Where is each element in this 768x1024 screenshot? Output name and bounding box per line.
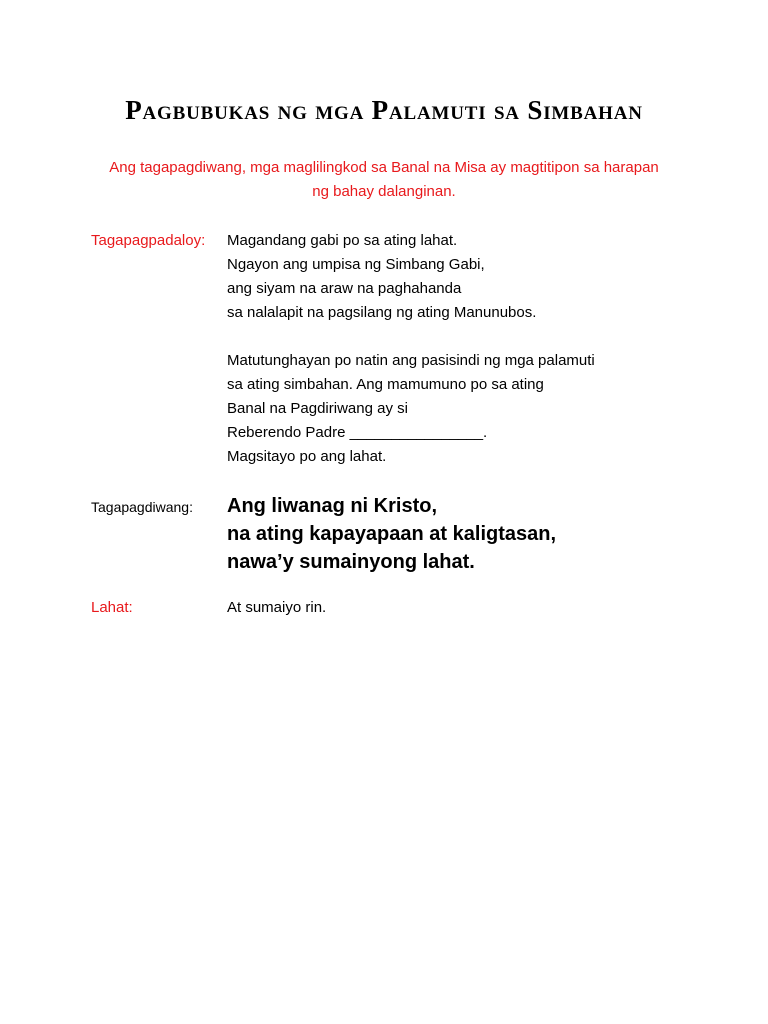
page-title: Pagbubukas ng mga Palamuti sa Simbahan: [125, 95, 643, 125]
speaker-text: [227, 596, 326, 620]
speaker-label: Lahat:: [91, 599, 133, 616]
intro-line: ng bahay dalanginan.: [312, 183, 456, 200]
speaker-text: [227, 492, 556, 576]
text-line: Reberendo Padre ________________.: [227, 424, 488, 441]
text-line: nawa’y sumainyong lahat.: [227, 551, 475, 573]
text-line: Ngayon ang umpisa ng Simbang Gabi,: [227, 256, 485, 273]
speaker-label: Tagapagpadaloy:: [91, 232, 206, 249]
intro-rubric: [80, 156, 688, 204]
speaker-label: Tagapagdiwang:: [91, 499, 193, 515]
text-line: Banal na Pagdiriwang ay si: [227, 400, 408, 417]
text-line: Matutunghayan po natin ang pasisindi ng mga palamuti: [227, 352, 595, 369]
text-line: Ang liwanag ni Kristo,: [227, 495, 438, 517]
text-line: ang siyam na araw na paghahanda: [227, 280, 462, 297]
text-line: sa ating simbahan. Ang mamumuno po sa ating: [227, 376, 544, 393]
text-line: sa nalalapit na pagsilang ng ating Manunubos.: [227, 304, 537, 321]
text-line: Magandang gabi po sa ating lahat.: [227, 232, 458, 249]
speaker-text: [227, 229, 595, 469]
text-line: Magsitayo po ang lahat.: [227, 448, 387, 465]
paragraph-gap: [227, 325, 595, 349]
intro-line: Ang tagapagdiwang, mga maglilingkod sa Banal na Misa ay magtitipon sa harapan: [109, 159, 659, 176]
text-line: At sumaiyo rin.: [227, 599, 327, 616]
text-line: na ating kapayapaan at kaligtasan,: [227, 523, 557, 545]
